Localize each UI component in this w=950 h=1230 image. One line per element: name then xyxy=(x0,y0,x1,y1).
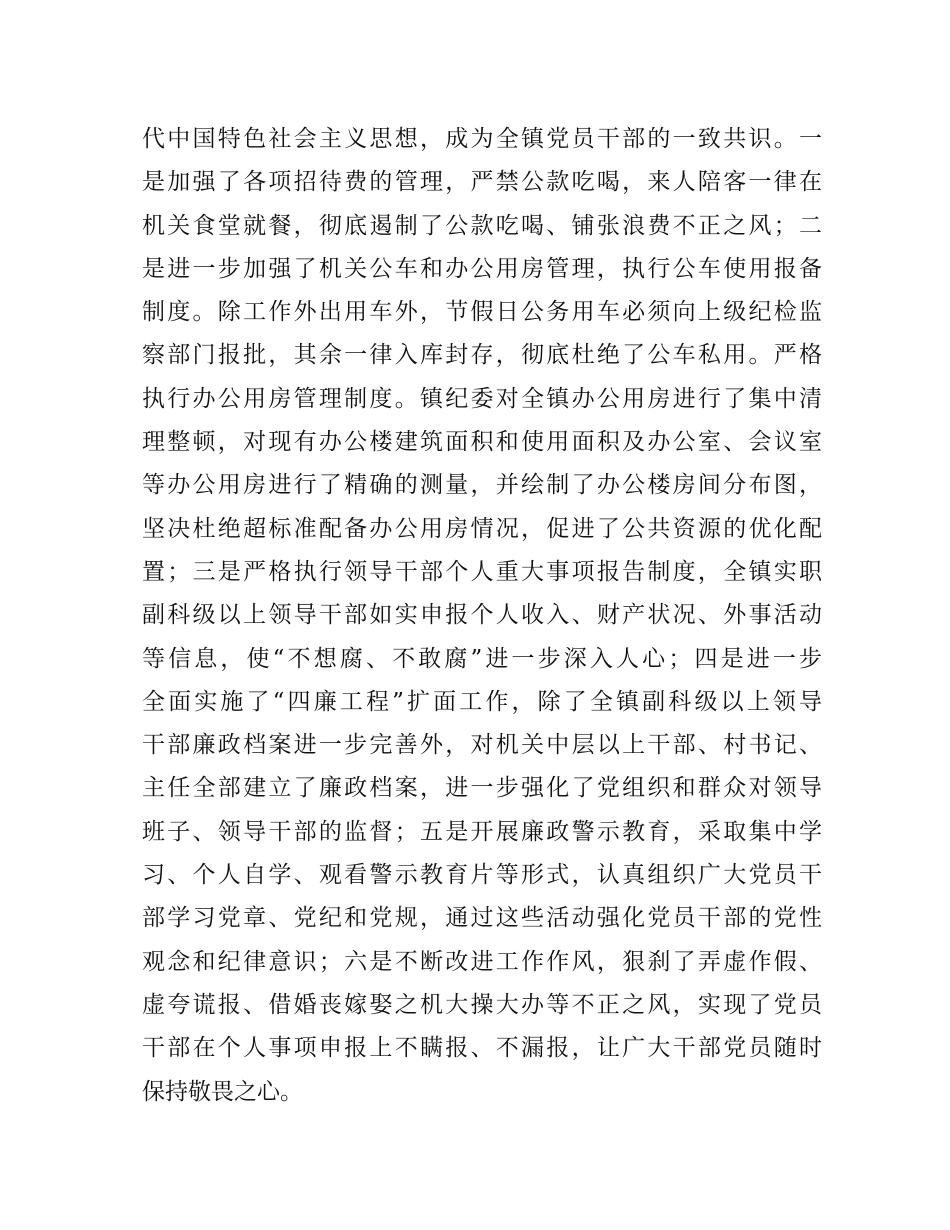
text-line: 主任全部建立了廉政档案，进一步强化了党组织和群众对领导 xyxy=(142,775,822,802)
text-line: 干部廉政档案进一步完善外，对机关中层以上干部、村书记、 xyxy=(142,732,822,759)
text-line: 观念和纪律意识；六是不断改进工作作风，狠刹了弄虚作假、 xyxy=(142,948,822,975)
text-line: 是加强了各项招待费的管理，严禁公款吃喝，来人陪客一律在 xyxy=(142,169,822,196)
text-line: 是进一步加强了机关公车和办公用房管理，执行公车使用报备 xyxy=(142,255,822,282)
text-line: 干部在个人事项申报上不瞒报、不漏报，让广大干部党员随时 xyxy=(142,1035,822,1062)
text-line: 理整顿，对现有办公楼建筑面积和使用面积及办公室、会议室 xyxy=(142,429,822,456)
text-line: 保持敬畏之心。 xyxy=(142,1078,303,1105)
text-line: 全面实施了“四廉工程”扩面工作，除了全镇副科级以上领导 xyxy=(142,688,822,715)
text-line: 代中国特色社会主义思想，成为全镇党员干部的一致共识。一 xyxy=(142,126,822,152)
text-line: 班子、领导干部的监督；五是开展廉政警示教育，采取集中学 xyxy=(142,818,822,845)
text-line: 制度。除工作外出用车外，节假日公务用车必须向上级纪检监 xyxy=(142,299,822,326)
text-line: 虚夸谎报、借婚丧嫁娶之机大操大办等不正之风，实现了党员 xyxy=(142,991,822,1018)
text-line: 副科级以上领导干部如实申报个人收入、财产状况、外事活动 xyxy=(142,602,822,629)
text-line: 察部门报批，其余一律入库封存，彻底杜绝了公车私用。严格 xyxy=(142,342,822,369)
text-line: 习、个人自学、观看警示教育片等形式，认真组织广大党员干 xyxy=(142,862,822,889)
text-line: 置；三是严格执行领导干部个人重大事项报告制度，全镇实职 xyxy=(142,558,822,585)
body-paragraph xyxy=(142,118,822,1114)
text-line: 机关食堂就餐，彻底遏制了公款吃喝、铺张浪费不正之风；二 xyxy=(142,212,822,239)
text-line: 坚决杜绝超标准配备办公用房情况，促进了公共资源的优化配 xyxy=(142,515,822,542)
text-line: 部学习党章、党纪和党规，通过这些活动强化党员干部的党性 xyxy=(142,905,822,932)
text-line: 等信息，使“不想腐、不敢腐”进一步深入人心；四是进一步 xyxy=(142,645,822,672)
text-line: 等办公用房进行了精确的测量，并绘制了办公楼房间分布图， xyxy=(142,472,822,499)
text-line: 执行办公用房管理制度。镇纪委对全镇办公用房进行了集中清 xyxy=(142,385,822,412)
